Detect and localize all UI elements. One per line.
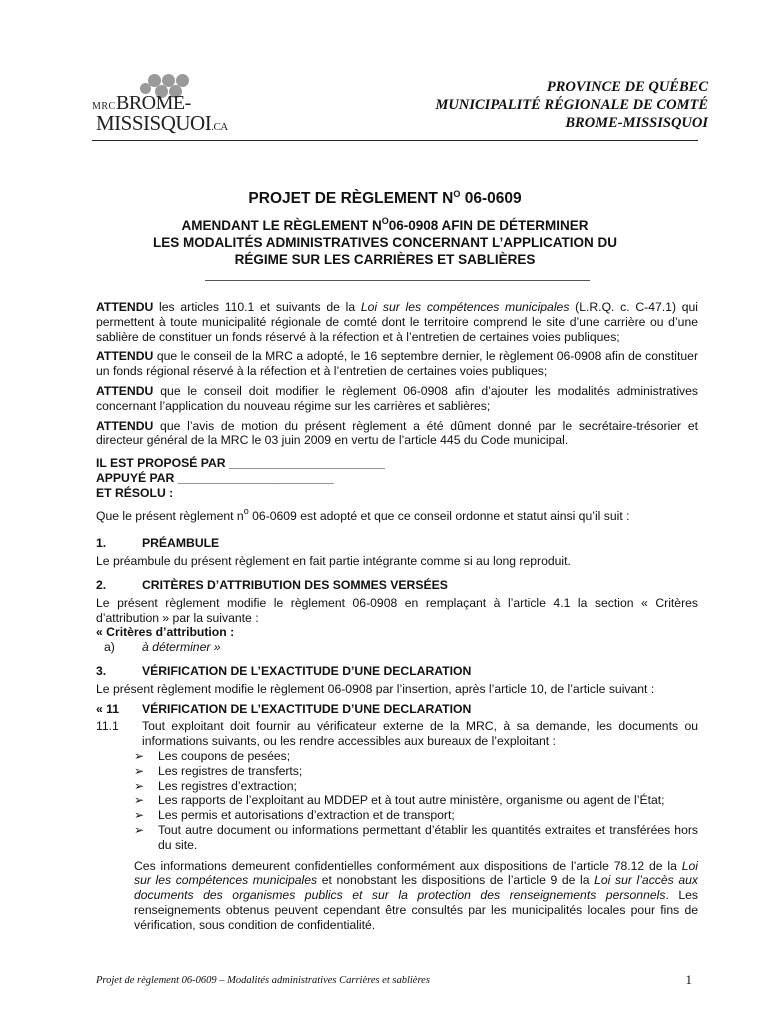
article-paragraph: 11.1 Tout exploitant doit fournir au vérificateur externe de la MRC, à sa demande, les documents ou informations suivants, ou les rendre accessibles aux bureaux de l’exploitant : [96,719,698,749]
list-item: ➢ Les registres d’extraction; [134,778,297,793]
attendu-paragraph: ATTENDU que l’avis de motion du présent règlement a été dûment donné par le secrétaire-trésorier et directeur général de la MRC le 03 juin 2009 en vertu de l’article 445 du Code municipal. [96,418,698,448]
propose-line: IL EST PROPOSÉ PAR _______________________ [96,456,385,471]
arrow-bullet-icon: ➢ [134,778,145,793]
title-divider [205,280,590,281]
section-text: Le présent règlement modifie le règlement 06-0908 en remplaçant à l’article 4.1 la section « Critères d’attribution » par la suivante : [96,595,698,625]
list-item: ➢ Tout autre document ou informations permettant d’établir les quantités extraites et transférées hors du site. [134,822,698,852]
province-line: PROVINCE DE QUÉBEC [546,79,708,95]
arrow-bullet-icon: ➢ [134,822,145,837]
resolu-line: ET RÉSOLU : [96,485,174,500]
section-heading: 3. VÉRIFICATION DE L’EXACTITUDE D’UNE DECLARATION [96,663,472,678]
arrow-bullet-icon: ➢ [134,763,145,778]
section-text: Le présent règlement modifie le règlement 06-0908 par l’insertion, après l’article 10, de l’article suivant : [96,681,655,696]
proposal-block [96,456,698,500]
attendu-paragraph: ATTENDU que le conseil de la MRC a adopté, le 16 septembre dernier, le règlement 06-0908 afin de constituer un fonds régional réservé à la réfection et à l’entretien de certaines voies publiques; [96,349,698,379]
mrc-line: MUNICIPALITÉ RÉGIONALE DE COMTÉ [435,97,708,113]
logo-missisquoi-text: MISSISQUOI.CA [96,111,228,135]
confidentiality-paragraph: Ces informations demeurent confidentielles conformément aux dispositions de l’article 78.12 de la Loi sur les compétences municipales et nonobstant les dispositions de l’article 9 de la Loi sur l’accès aux documents des organismes publics et sur la protection des renseignements personnels. Les renseignements obtenus peuvent cependant être consultés par les municipalités locales pour fins de vérification, sous condition de confidentialité. [134,858,699,932]
criteria-item: a) à déterminer » [104,640,221,655]
list-item: ➢ Les rapports de l’exploitant au MDDEP et à tout autre ministère, organisme ou agent de l’État; [134,793,665,808]
article-body [96,749,698,933]
attendu-paragraph: ATTENDU que le conseil doit modifier le règlement 06-0908 afin d’ajouter les modalités administratives concernant l’application du nouveau régime sur les carrières et sablières; [96,383,698,413]
page-footer: Projet de règlement 06-0609 – Modalités administratives Carrières et sablières [96,975,430,986]
document-title: PROJET DE RÈGLEMENT $N^O$ 06-0609 [248,189,522,207]
section-text: Le préambule du présent règlement en fait partie intégrante comme si au long reproduit. [96,554,571,569]
adoption-paragraph: Que le présent règlement $n^o$ 06-0609 est adopté et que ce conseil ordonne et statut ainsi qu’il suit : [96,505,630,523]
subtitle-line-2: LES MODALITÉS ADMINISTRATIVES CONCERNANT L’APPLICATION DU [152,235,617,250]
header-divider [92,140,698,141]
article-heading: « 11 VÉRIFICATION DE L’EXACTITUDE D’UNE DECLARATION [96,701,472,716]
arrow-bullet-icon: ➢ [134,748,145,763]
document-subtitle [60,217,710,268]
appuye-line: APPUYÉ PAR _______________________ [96,470,334,485]
page-number: 1 [685,972,692,987]
document-list [134,749,698,853]
arrow-bullet-icon: ➢ [134,793,145,808]
section-heading: 2. CRITÈRES D’ATTRIBUTION DES SOMMES VERSÉES [96,577,448,592]
list-item: ➢ Les permis et autorisations d’extraction et de transport; [134,808,455,823]
logo-brome-text: BROME- [116,92,191,114]
subtitle-line-3: RÉGIME SUR LES CARRIÈRES ET SABLIÈRES [234,252,536,267]
document-body [96,300,698,937]
logo-mrc-text: MRC [92,101,116,112]
arrow-bullet-icon: ➢ [134,808,145,823]
mrc-logo [92,74,232,135]
province-header [436,78,708,132]
region-line: BROME-MISSISQUOI [565,115,708,131]
section-heading: 1. PRÉAMBULE [96,536,220,551]
attendu-paragraph: ATTENDU les articles 110.1 et suivants de la Loi sur les compétences municipales (L.R.Q. c. C-47.1) qui permettent à toute municipalité régionale de comté dont le territoire comprend le site d’une carrière ou d’une sablière de constituer un fonds réservé à la réfection et à l’entretien de certaines voies publiques; [96,300,699,344]
criteria-subheading: « Critères d’attribution : [96,625,235,640]
list-item: ➢ Les registres de transferts; [134,763,303,778]
list-item: ➢ Les coupons de pesées; [134,748,291,763]
subtitle-line-1: AMENDANT LE RÈGLEMENT $N^O06-0908$ AFIN DE DÉTERMINER [181,216,589,233]
